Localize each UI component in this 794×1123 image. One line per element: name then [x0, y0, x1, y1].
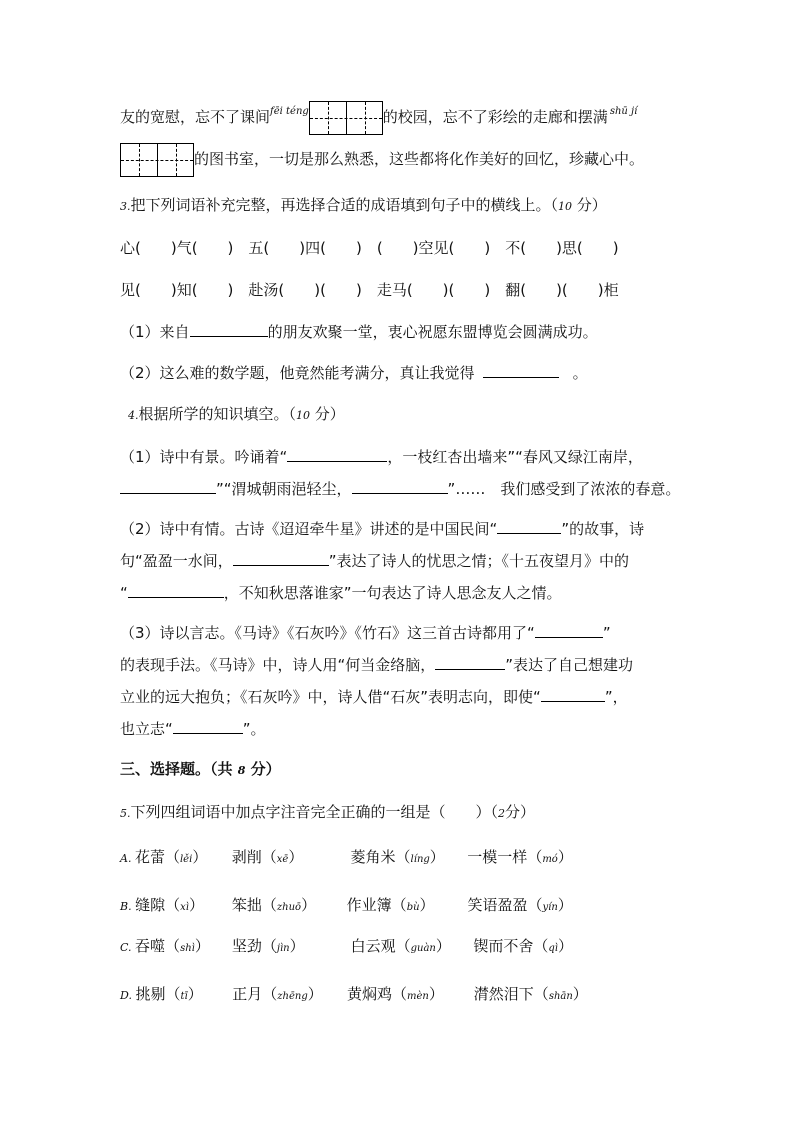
pinyin-writing-grid[interactable] [309, 101, 383, 135]
option-d[interactable]: D. 挑剔（tī） 正月（zhēng） 黄焖鸡（mèn） 潸然泪下（shān） [120, 985, 588, 1003]
section-3-heading: 三、选择题。（共 8 分） [120, 760, 281, 778]
pinyin-label: fēi téng [270, 106, 309, 117]
passage-text: 的校园，忘不了彩绘的走廊和摆满 [382, 108, 608, 126]
question-4-part-2-line-1: （2）诗中有情。古诗《迢迢牵牛星》讲述的是中国民间“ ”的故事，诗 [120, 520, 645, 538]
answer-blank[interactable] [173, 719, 243, 734]
answer-blank[interactable] [120, 479, 216, 494]
question-4-part-3-line-3: 立业的远大抱负；《石灰吟》中，诗人借“石灰”表明志向，即使“ ”， [120, 688, 628, 706]
question-4-part-1-line-1: （1）诗中有景。吟诵着“ ，一枝红杏出墙来”“春风又绿江南岸， [120, 448, 643, 466]
passage-text: 友的宽慰，忘不了课间 [120, 108, 271, 126]
question-4-part-1-line-2: ”“渭城朝雨浥轻尘， ”…… 我们感受到了浓浓的春意。 [120, 478, 680, 500]
question-3-sentence-2: （2）这么难的数学题，他竟然能考满分，真让我觉得 。 [120, 364, 588, 382]
answer-blank[interactable] [233, 551, 329, 566]
question-5-title: 5.下列四组词语中加点字注音完全正确的一组是（ ）（2分） [120, 803, 536, 821]
idiom-row-1[interactable]: 心( )气( ) 五( )四( ) ( )空见( ) 不( )思( ) [120, 239, 619, 257]
passage-line-2 [120, 141, 644, 177]
question-4-part-3-line-1: （3）诗以言志。《马诗》《石灰吟》《竹石》这三首古诗都用了“ ” [120, 624, 611, 642]
option-letter: D [120, 989, 129, 1002]
idiom-row-2[interactable]: 见( )知( ) 赴汤( )( ) 走马( )( ) 翻( )( )柜 [120, 281, 619, 299]
answer-blank[interactable] [535, 623, 603, 638]
answer-blank[interactable] [497, 519, 561, 534]
question-4-title: 4.根据所学的知识填空。（10 分） [128, 405, 345, 423]
option-letter: C [120, 941, 129, 954]
answer-blank[interactable] [190, 322, 268, 337]
option-letter: A [120, 852, 128, 865]
answer-blank[interactable] [287, 447, 387, 462]
option-letter: B [120, 900, 129, 913]
question-4-part-3-line-2: 的表现手法。《马诗》中，诗人用“何当金络脑， ”表达了自己想建功 [120, 656, 634, 674]
pinyin-writing-grid[interactable] [120, 143, 194, 177]
question-4-part-2-line-3: “ ，不知秋思落谁家”一句表达了诗人思念友人之情。 [120, 584, 562, 602]
question-3-sentence-1: （1）来自 的朋友欢聚一堂，衷心祝愿东盟博览会圆满成功。 [120, 323, 598, 341]
passage-text: 的图书室，一切是那么熟悉，这些都将化作美好的回忆，珍藏心中。 [194, 150, 645, 168]
option-a[interactable]: A. 花蕾（lěi） 剥削（xē） 菱角米（líng） 一模一样（mó） [120, 848, 573, 866]
answer-blank[interactable] [483, 363, 559, 378]
answer-blank[interactable] [435, 655, 505, 670]
option-c[interactable]: C. 吞噬（shì） 坚劲（jìn） 白云观（guàn） 锲而不舍（qì） [120, 937, 574, 955]
option-b[interactable]: B. 缝隙（xì） 笨拙（zhuō） 作业簿（bù） 笑语盈盈（yín） [120, 896, 573, 914]
answer-blank[interactable] [541, 687, 605, 702]
answer-blank[interactable] [352, 479, 448, 494]
answer-blank[interactable] [128, 583, 224, 598]
passage-line-1 [120, 99, 637, 135]
question-4-part-3-line-4: 也立志“ ”。 [120, 720, 266, 738]
pinyin-label: shū jí [609, 106, 638, 117]
question-4-part-2-line-2: 句“盈盈一水间， ”表达了诗人的忧思之情；《十五夜望月》中的 [120, 552, 630, 570]
question-3-title: 3.把下列词语补充完整，再选择合适的成语填到句子中的横线上。（10 分） [120, 196, 607, 214]
